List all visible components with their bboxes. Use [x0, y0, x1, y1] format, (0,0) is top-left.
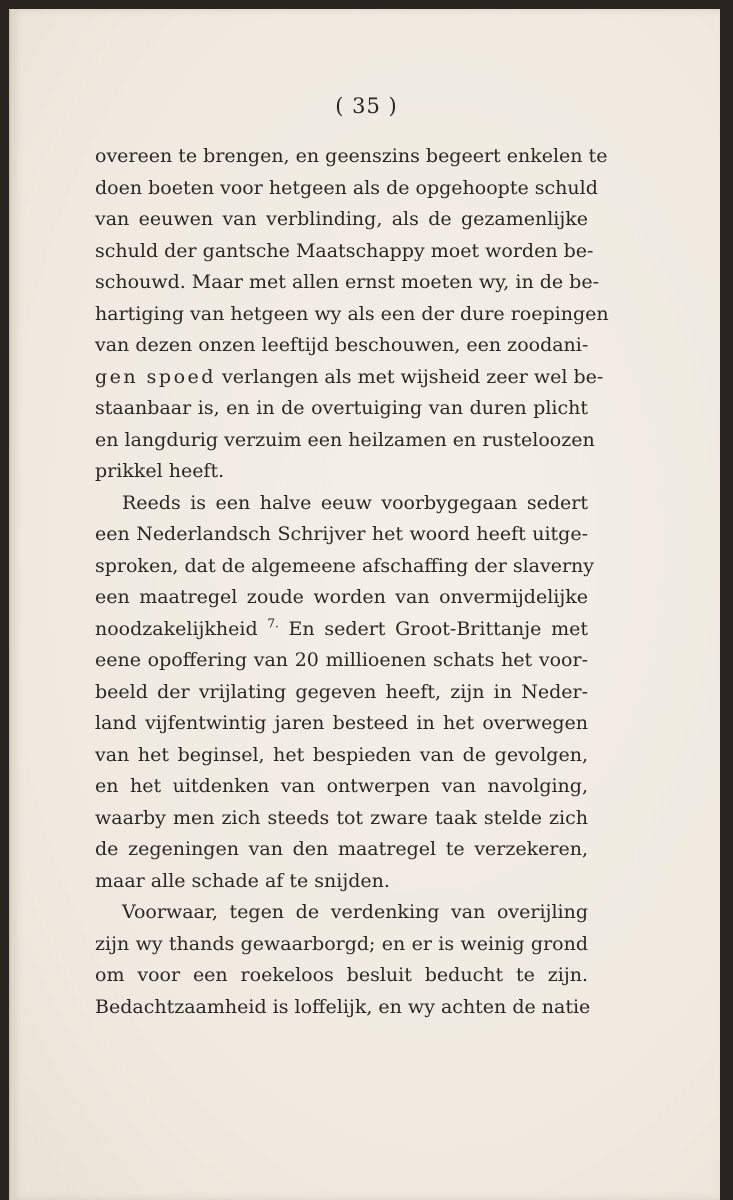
text-line: overeen te brengen, en geenszins begeert enkelen te — [95, 145, 608, 167]
text-line: zijn wy thands gewaarborgd; en er is weinig grond — [95, 932, 588, 955]
text-line-rest: En sedert Groot-Brittanje met — [288, 617, 589, 640]
footnote-number: 7 — [267, 616, 275, 631]
body-text — [95, 141, 609, 1023]
text-line: beeld der vrijlating gegeven heeft, zijn in Neder- — [95, 680, 588, 703]
text-line-start: noodzakelijkheid — [95, 617, 258, 640]
text-line: land vijfentwintig jaren besteed in het overwegen — [95, 712, 588, 734]
text-line: en het uitdenken van ontwerpen van navolging, — [95, 775, 588, 797]
text-line — [95, 614, 588, 646]
text-line: een Nederlandsch Schrijver het woord heeft uitge- — [95, 523, 588, 545]
text-line: van eeuwen van verblinding, als de gezamenlijke — [95, 208, 588, 230]
text-line: maar alle schade af te snijden. — [95, 869, 390, 892]
text-line-rest: verlangen als met wijsheid zeer wel be- — [222, 365, 604, 388]
text-line: van dezen onzen leeftijd beschouwen, een zoodani- — [95, 334, 589, 356]
text-line: schuld der gantsche Maatschappy moet worden be- — [95, 239, 594, 262]
text-line: Reeds is een halve eeuw voorbygegaan sedert — [122, 491, 588, 514]
text-line: van het beginsel, het bespieden van de gevolgen, — [95, 743, 588, 766]
text-line: een maatregel zoude worden van onvermijdelijke — [95, 586, 588, 608]
text-line: Bedachtzaamheid is loffelijk, en wy achten de natie — [95, 995, 591, 1018]
text-line: eene opoffering van 20 millioenen schats het voor- — [95, 649, 588, 671]
spaced-emphasis: gen spoed — [95, 365, 216, 388]
page-gutter-edge — [9, 9, 13, 1200]
text-line: waarby men zich steeds tot zware taak stelde zich — [95, 806, 588, 829]
text-line: staanbaar is, en in de overtuiging van duren plicht — [95, 397, 588, 419]
text-line: hartiging van hetgeen wy als een der dure roepingen — [95, 302, 609, 325]
text-line: en langdurig verzuim een heilzamen en rusteloozen — [95, 428, 595, 451]
text-line: sproken, dat de algemeene afschaffing der slaverny — [95, 554, 595, 577]
text-line — [95, 362, 604, 394]
page-number: ( 35 ) — [335, 94, 398, 118]
text-line: om voor een roekeloos besluit beducht te zijn. — [95, 964, 588, 986]
text-line: de zegeningen van den maatregel te verzekeren, — [95, 838, 588, 860]
footnote-reference: 7. — [267, 616, 279, 631]
text-line: Voorwaar, tegen de verdenking van overijling — [122, 901, 588, 923]
text-line: schouwd. Maar met allen ernst moeten wy, in de be- — [95, 271, 600, 293]
text-line: prikkel heeft. — [95, 460, 225, 482]
text-line: doen boeten voor hetgeen als de opgehoopte schuld — [95, 176, 598, 199]
